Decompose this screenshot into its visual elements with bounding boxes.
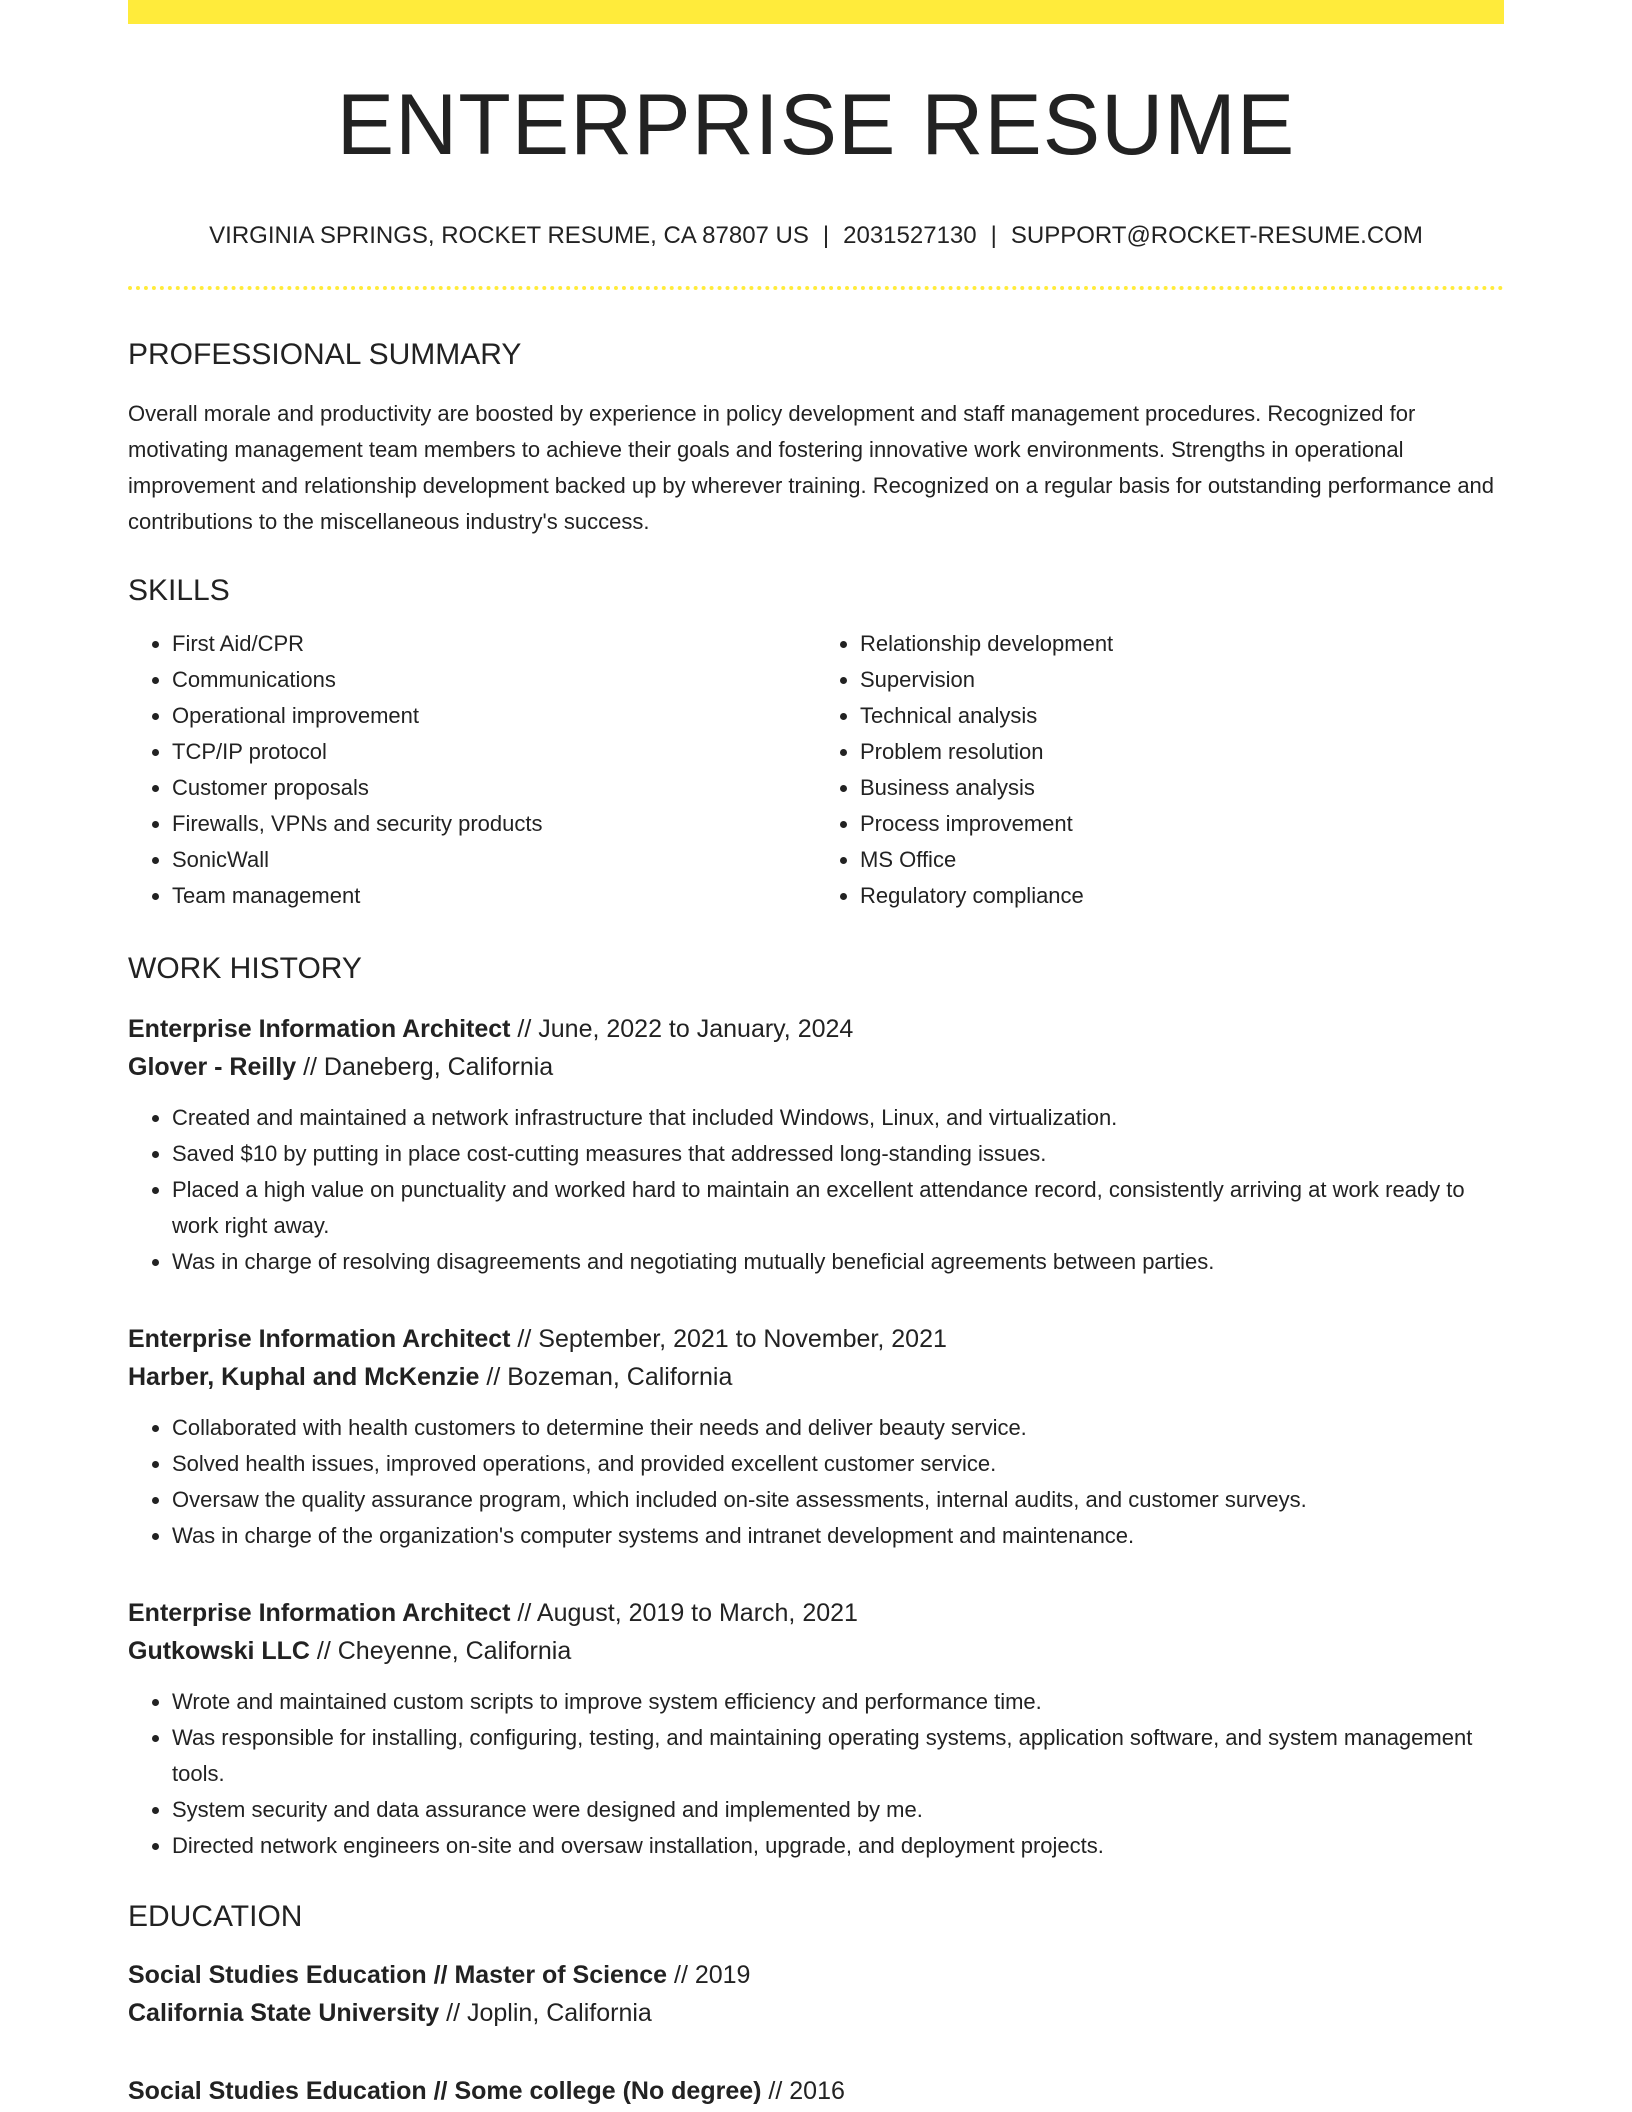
education-year: // 2019 xyxy=(667,1961,751,1989)
job-role: Enterprise Information Architect xyxy=(128,1599,511,1627)
skill-item: • Team management xyxy=(172,878,816,914)
skill-item: • Regulatory compliance xyxy=(860,878,1504,914)
job-bullet: • Solved health issues, improved operations, and provided excellent customer service. xyxy=(172,1446,1504,1482)
job-company: Harber, Kuphal and McKenzie xyxy=(128,1363,480,1391)
skill-item: • Problem resolution xyxy=(860,734,1504,770)
skills-list-right xyxy=(816,626,1504,914)
skill-item: • Relationship development xyxy=(860,626,1504,662)
job-bullet: • Was in charge of resolving disagreements and negotiating mutually beneficial agreements between parties. xyxy=(172,1244,1504,1280)
job-role: Enterprise Information Architect xyxy=(128,1015,511,1043)
job-company: Gutkowski LLC xyxy=(128,1637,310,1665)
job-entry xyxy=(128,1010,1504,1280)
work-history-heading: WORK HISTORY xyxy=(128,952,362,985)
job-bullet: • Oversaw the quality assurance program, which included on-site assessments, internal audits, and customer surveys. xyxy=(172,1482,1504,1518)
education-degree-line xyxy=(128,2072,1504,2110)
job-bullet: • Was responsible for installing, configuring, testing, and maintaining operating systems, application software, and system management tools. xyxy=(172,1720,1504,1792)
skill-item: • Supervision xyxy=(860,662,1504,698)
summary-heading: PROFESSIONAL SUMMARY xyxy=(128,338,522,371)
job-company-line xyxy=(128,1048,1504,1086)
job-location: // Cheyenne, California xyxy=(309,1637,572,1665)
education-entry xyxy=(128,2072,1504,2110)
job-bullets xyxy=(128,1100,1504,1280)
skill-item: • First Aid/CPR xyxy=(172,626,816,662)
contact-separator: | xyxy=(822,222,830,249)
skills-heading: SKILLS xyxy=(128,574,230,607)
job-bullet: • Created and maintained a network infrastructure that included Windows, Linux, and virtualization. xyxy=(172,1100,1504,1136)
contact-phone: 2031527130 xyxy=(843,222,977,249)
job-dates: // August, 2019 to March, 2021 xyxy=(510,1599,858,1627)
job-role: Enterprise Information Architect xyxy=(128,1325,511,1353)
skill-item: • TCP/IP protocol xyxy=(172,734,816,770)
contact-email: SUPPORT@ROCKET-RESUME.COM xyxy=(1010,222,1423,249)
skills-list-left xyxy=(128,626,816,914)
contact-line xyxy=(128,224,1504,248)
job-dates: // September, 2021 to November, 2021 xyxy=(510,1325,947,1353)
skill-item: • SonicWall xyxy=(172,842,816,878)
job-bullet: • Directed network engineers on-site and oversaw installation, upgrade, and deployment projects. xyxy=(172,1828,1504,1864)
job-bullet: • Placed a high value on punctuality and worked hard to maintain an excellent attendance record, consistently arriving at work ready to work right away. xyxy=(172,1172,1504,1244)
job-bullets xyxy=(128,1684,1504,1864)
skill-item: • MS Office xyxy=(860,842,1504,878)
job-entry xyxy=(128,1320,1504,1554)
education-location: // Joplin, California xyxy=(439,1999,652,2027)
skill-item: • Operational improvement xyxy=(172,698,816,734)
education-degree: Social Studies Education // Some college (No degree) xyxy=(128,2077,762,2105)
skill-item: • Firewalls, VPNs and security products xyxy=(172,806,816,842)
skill-item: • Business analysis xyxy=(860,770,1504,806)
job-bullet: • Was in charge of the organization's computer systems and intranet development and maintenance. xyxy=(172,1518,1504,1554)
job-company-line xyxy=(128,1632,1504,1670)
job-title-line xyxy=(128,1010,1504,1048)
skills-grid xyxy=(128,626,1504,914)
job-dates: // June, 2022 to January, 2024 xyxy=(510,1015,854,1043)
contact-address: VIRGINIA SPRINGS, ROCKET RESUME, CA 87807 US xyxy=(209,222,809,249)
resume-page xyxy=(128,0,1504,2110)
job-bullet: • Saved $10 by putting in place cost-cutting measures that addressed long-standing issues. xyxy=(172,1136,1504,1172)
education-school-line xyxy=(128,1994,1504,2032)
education-year: // 2016 xyxy=(761,2077,845,2105)
resume-name: ENTERPRISE RESUME xyxy=(336,77,1296,173)
education-degree-line xyxy=(128,1956,1504,1994)
skill-item: • Customer proposals xyxy=(172,770,816,806)
skill-item: • Technical analysis xyxy=(860,698,1504,734)
job-bullet: • System security and data assurance were designed and implemented by me. xyxy=(172,1792,1504,1828)
job-company-line xyxy=(128,1358,1504,1396)
job-location: // Daneberg, California xyxy=(296,1053,554,1081)
education-degree: Social Studies Education // Master of Science xyxy=(128,1961,668,1989)
job-entry xyxy=(128,1594,1504,1864)
summary-text: Overall morale and productivity are boosted by experience in policy development and staff management procedures. Recognized for motivating management team members to achieve their goals and fostering innovative work environments. Strengths in operational improvement and relationship development backed up by wherever training. Recognized on a regular basis for outstanding performance and contributions to the miscellaneous industry's success. xyxy=(128,401,1495,534)
job-bullets xyxy=(128,1410,1504,1554)
header-divider xyxy=(128,286,1504,290)
job-title-line xyxy=(128,1320,1504,1358)
education-entry xyxy=(128,1956,1504,2032)
job-location: // Bozeman, California xyxy=(479,1363,733,1391)
skill-item: • Process improvement xyxy=(860,806,1504,842)
job-company: Glover - Reilly xyxy=(128,1053,297,1081)
education-school: California State University xyxy=(128,1999,440,2027)
top-accent-bar xyxy=(128,0,1504,24)
job-bullet: • Wrote and maintained custom scripts to improve system efficiency and performance time. xyxy=(172,1684,1504,1720)
education-heading: EDUCATION xyxy=(128,1900,303,1933)
job-bullet: • Collaborated with health customers to determine their needs and deliver beauty service. xyxy=(172,1410,1504,1446)
contact-separator: | xyxy=(990,222,997,249)
skill-item: • Communications xyxy=(172,662,816,698)
job-title-line xyxy=(128,1594,1504,1632)
